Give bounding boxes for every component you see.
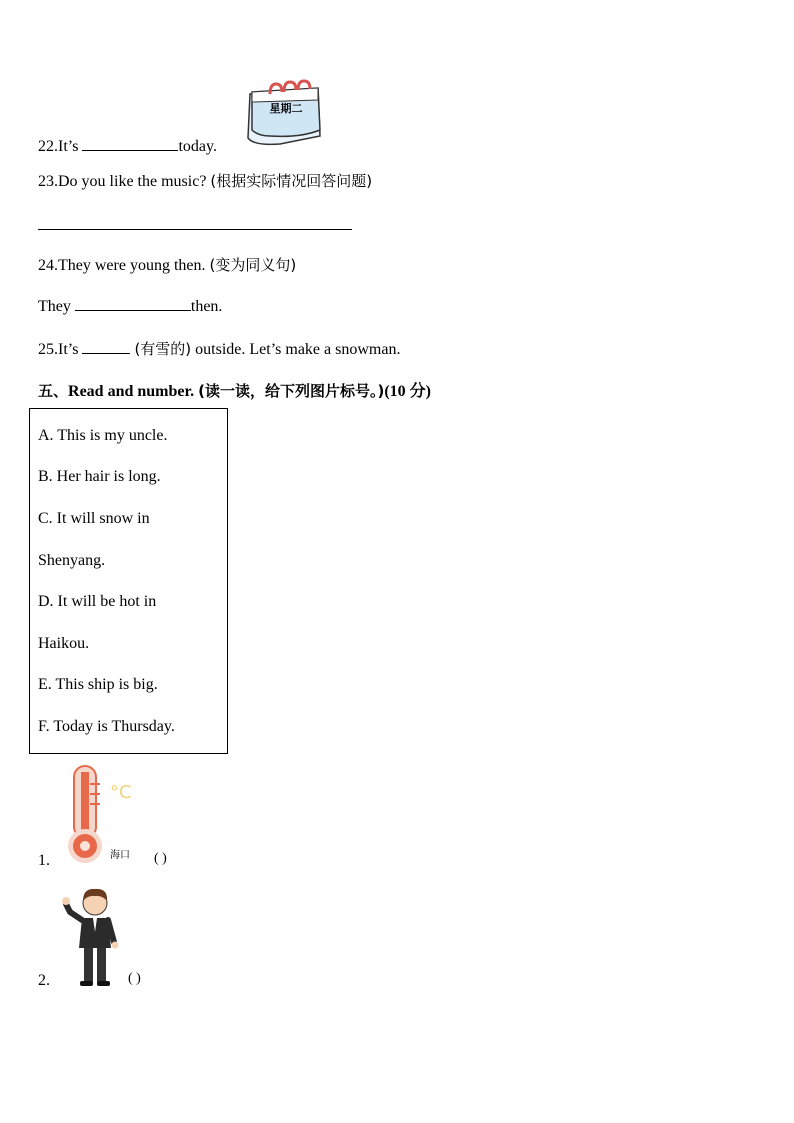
celsius-unit: °C — [110, 782, 132, 803]
picture-1-label: 海口 — [110, 850, 130, 861]
q24-answer-blank[interactable] — [75, 296, 191, 311]
option-d-cont: Haikou. — [38, 635, 90, 652]
section-5-title: Read and number. — [68, 383, 195, 400]
q24-number: 24. — [38, 257, 58, 274]
q25-number: 25. — [38, 341, 58, 358]
question-23 — [38, 170, 372, 191]
section-5-marker: 五、 — [38, 382, 69, 400]
question-22 — [38, 136, 217, 156]
q24-instruction: (变为同义句) — [209, 256, 297, 274]
option-e: E. This ship is big. — [38, 676, 158, 693]
options-box — [29, 408, 228, 754]
q22-answer-blank[interactable] — [82, 136, 178, 151]
section-5-instruction: (读一读，给下列图片标号。) — [198, 382, 385, 400]
q25-suffix: outside. Let’s make a snowman. — [195, 341, 401, 358]
question-24 — [38, 254, 296, 275]
q24-answer-suffix: then. — [190, 298, 223, 315]
calendar-text: 星期二 — [269, 102, 303, 115]
q22-number: 22. — [38, 138, 58, 155]
q23-instruction: (根据实际情况回答问题) — [210, 172, 373, 190]
q24-answer — [38, 296, 222, 316]
q22-suffix: today. — [178, 138, 217, 155]
question-25 — [38, 338, 400, 359]
q25-answer-blank[interactable] — [82, 339, 130, 354]
option-a: A. This is my uncle. — [38, 427, 168, 444]
option-d: D. It will be hot in — [38, 593, 157, 610]
option-b: B. Her hair is long. — [38, 468, 161, 485]
q25-prefix: It’s — [58, 341, 79, 358]
q22-prefix: It’s — [58, 138, 79, 155]
q24-text: They were young then. — [58, 257, 206, 274]
picture-1-number: 1. — [38, 852, 50, 869]
q25-hint: (有雪的) — [134, 340, 192, 358]
picture-2-answer[interactable]: ( ) — [128, 971, 141, 986]
section-5-heading — [38, 378, 431, 401]
picture-1-answer[interactable]: ( ) — [154, 851, 167, 866]
option-c-cont: Shenyang. — [38, 552, 106, 569]
option-c: C. It will snow in — [38, 510, 150, 527]
q24-answer-prefix: They — [38, 298, 71, 315]
picture-2-number: 2. — [38, 972, 50, 989]
section-5-score: (10 分) — [384, 383, 432, 400]
calendar-icon — [240, 78, 326, 148]
q23-number: 23. — [38, 173, 58, 190]
option-f: F. Today is Thursday. — [38, 718, 175, 735]
man-icon — [60, 886, 122, 990]
q23-text: Do you like the music? — [58, 173, 207, 190]
thermometer-icon — [62, 762, 142, 866]
q23-answer-line[interactable] — [38, 229, 352, 230]
